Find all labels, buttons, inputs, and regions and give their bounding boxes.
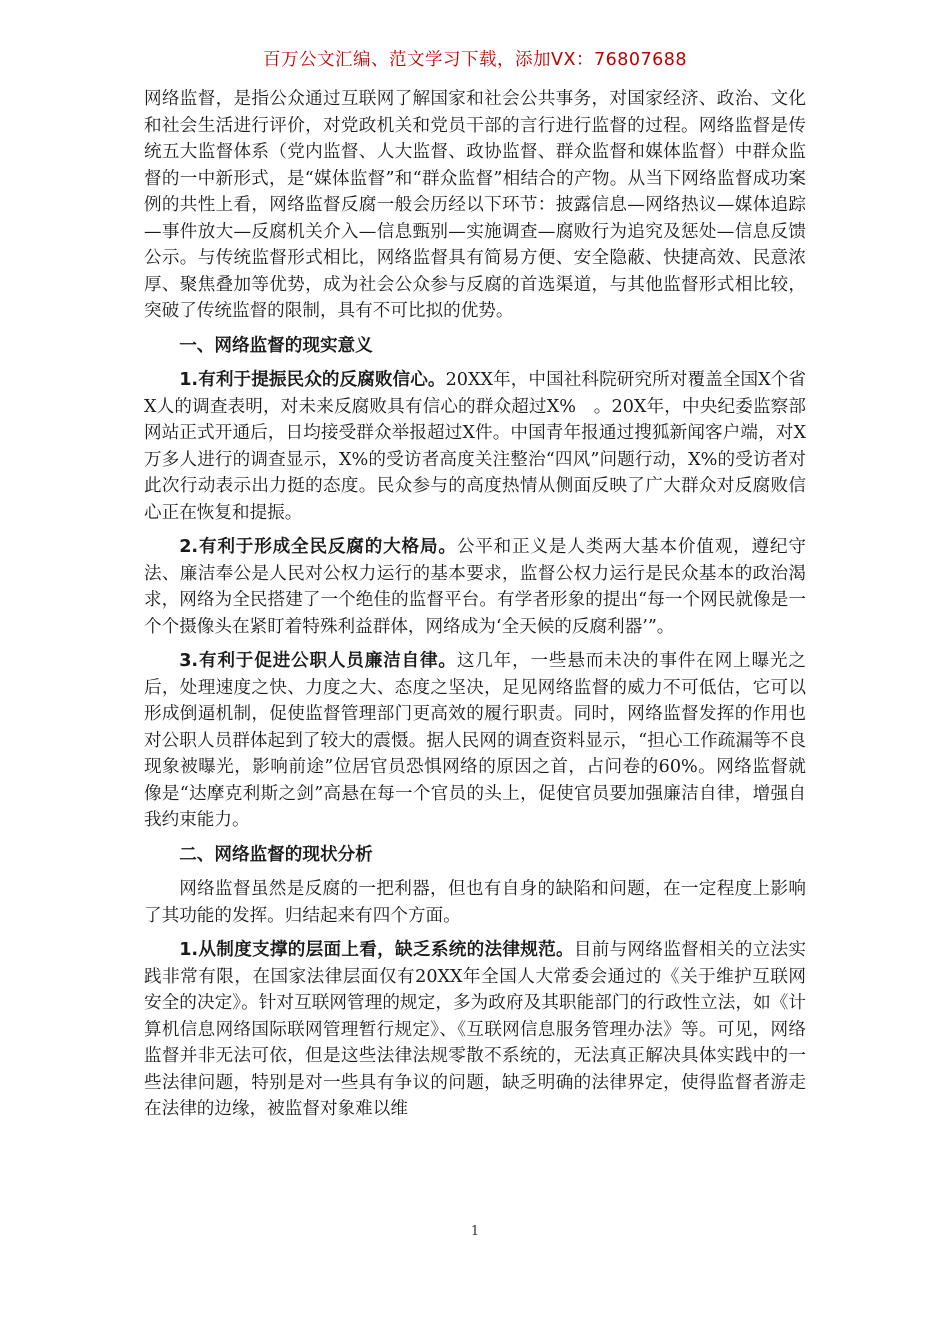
intro-paragraph: 网络监督，是指公众通过互联网了解国家和社会公共事务，对国家经济、政治、文化和社会生活进行评价，对党政机关和党员干部的言行进行监督的过程。网络监督是传统五大监督体系（党内监督、人大监督、政协监督、群众监督和媒体监督）中群众监督的一中新形式，是“媒体监督”和“群众监督”相结合的产物。从当下网络监督成功案例的共性上看，网络监督反腐一般会历经以下环节：披露信息—网络热议—媒体追踪—事件放大—反腐机关介入—信息甄别—实施调查—腐败行为追究及惩处—信息反馈公示。与传统监督形式相比，网络监督具有简易方便、安全隐蔽、快捷高效、民意浓厚、聚焦叠加等优势，成为社会公众参与反腐的首选渠道，与其他监督形式相比较，突破了传统监督的限制，具有不可比拟的优势。 [144, 89, 806, 321]
document-body [144, 86, 806, 1131]
paragraph-lead-bold: 2.有利于形成全民反腐的大格局。 [179, 537, 457, 557]
section-1-heading: 一、网络监督的现实意义 [179, 335, 373, 356]
page-number: 1 [470, 1224, 480, 1239]
section-2-heading: 二、网络监督的现状分析 [179, 844, 373, 865]
paragraph-text: 20XX年，中国社科院研究所对覆盖全国X个省X人的调查表明，对未来反腐败具有信心的群众超过X% 。20X年，中央纪委监察部网站正式开通后，日均接受群众举报超过X件。中国青年报通过搜狐新闻客户端，对X万多人进行的调查显示，X%的受访者高度关注整治“四风”问题行动，X%的受访者对此次行动表示出力挺的态度。民众参与的高度热情从侧面反映了广大群众对反腐败信心正在恢复和提振。 [144, 370, 807, 523]
section-1-paragraph-2 [144, 534, 806, 640]
paragraph-lead-bold: 3.有利于促进公职人员廉洁自律。 [179, 651, 457, 671]
paragraph-text: 这几年，一些悬而未决的事件在网上曝光之后，处理速度之快、力度之大、态度之坚决，足见网络监督的威力不可低估，它可以形成倒逼机制，促使监督管理部门更高效的履行职责。同时，网络监督发挥的作用也对公职人员群体起到了较大的震慑。据人民网的调查资料显示，“担心工作疏漏等不良现象被曝光，影响前途”位居官员恐惧网络的原因之首，占问卷的60%。网络监督就像是“达摩克利斯之剑”高悬在每一个官员的头上，促使官员要加强廉洁自律，增强自我约束能力。 [144, 651, 806, 830]
paragraph-lead-bold: 1.有利于提振民众的反腐败信心。 [179, 370, 446, 390]
section-1-paragraph-3 [144, 648, 806, 834]
paragraph-text: 公平和正义是人类两大基本价值观，遵纪守法、廉洁奉公是人民对公权力运行的基本要求，监督公权力运行是民众基本的政治渴求，网络为全民搭建了一个绝佳的监督平台。有学者形象的提出“每一个网民就像是一个个摄像头在紧盯着特殊利益群体，网络成为‘全天候的反腐利器’”。 [144, 537, 806, 637]
section-1-paragraph-1 [144, 367, 806, 526]
paragraph-text: 目前与网络监督相关的立法实践非常有限，在国家法律层面仅有20XX年全国人大常委会通过的《关于维护互联网安全的决定》。针对互联网管理的规定，多为政府及其职能部门的行政性立法，如《计算机信息网络国际联网管理暂行规定》、《互联网信息服务管理办法》等。可见，网络监督并非无法可依，但是这些法律法规零散不系统的，无法真正解决具体实践中的一些法律问题，特别是对一些具有争议的问题，缺乏明确的法律界定，使得监督者游走在法律的边缘，被监督对象难以维 [144, 940, 806, 1119]
section-2-paragraph-1 [144, 937, 806, 1123]
section-2-intro: 网络监督虽然是反腐的一把利器，但也有自身的缺陷和问题，在一定程度上影响了其功能的发挥。归结起来有四个方面。 [144, 879, 806, 926]
header-watermark: 百万公文汇编、范文学习下载，添加VX：76807688 [262, 50, 688, 70]
paragraph-lead-bold: 1.从制度支撑的层面上看，缺乏系统的法律规范。 [179, 940, 574, 960]
